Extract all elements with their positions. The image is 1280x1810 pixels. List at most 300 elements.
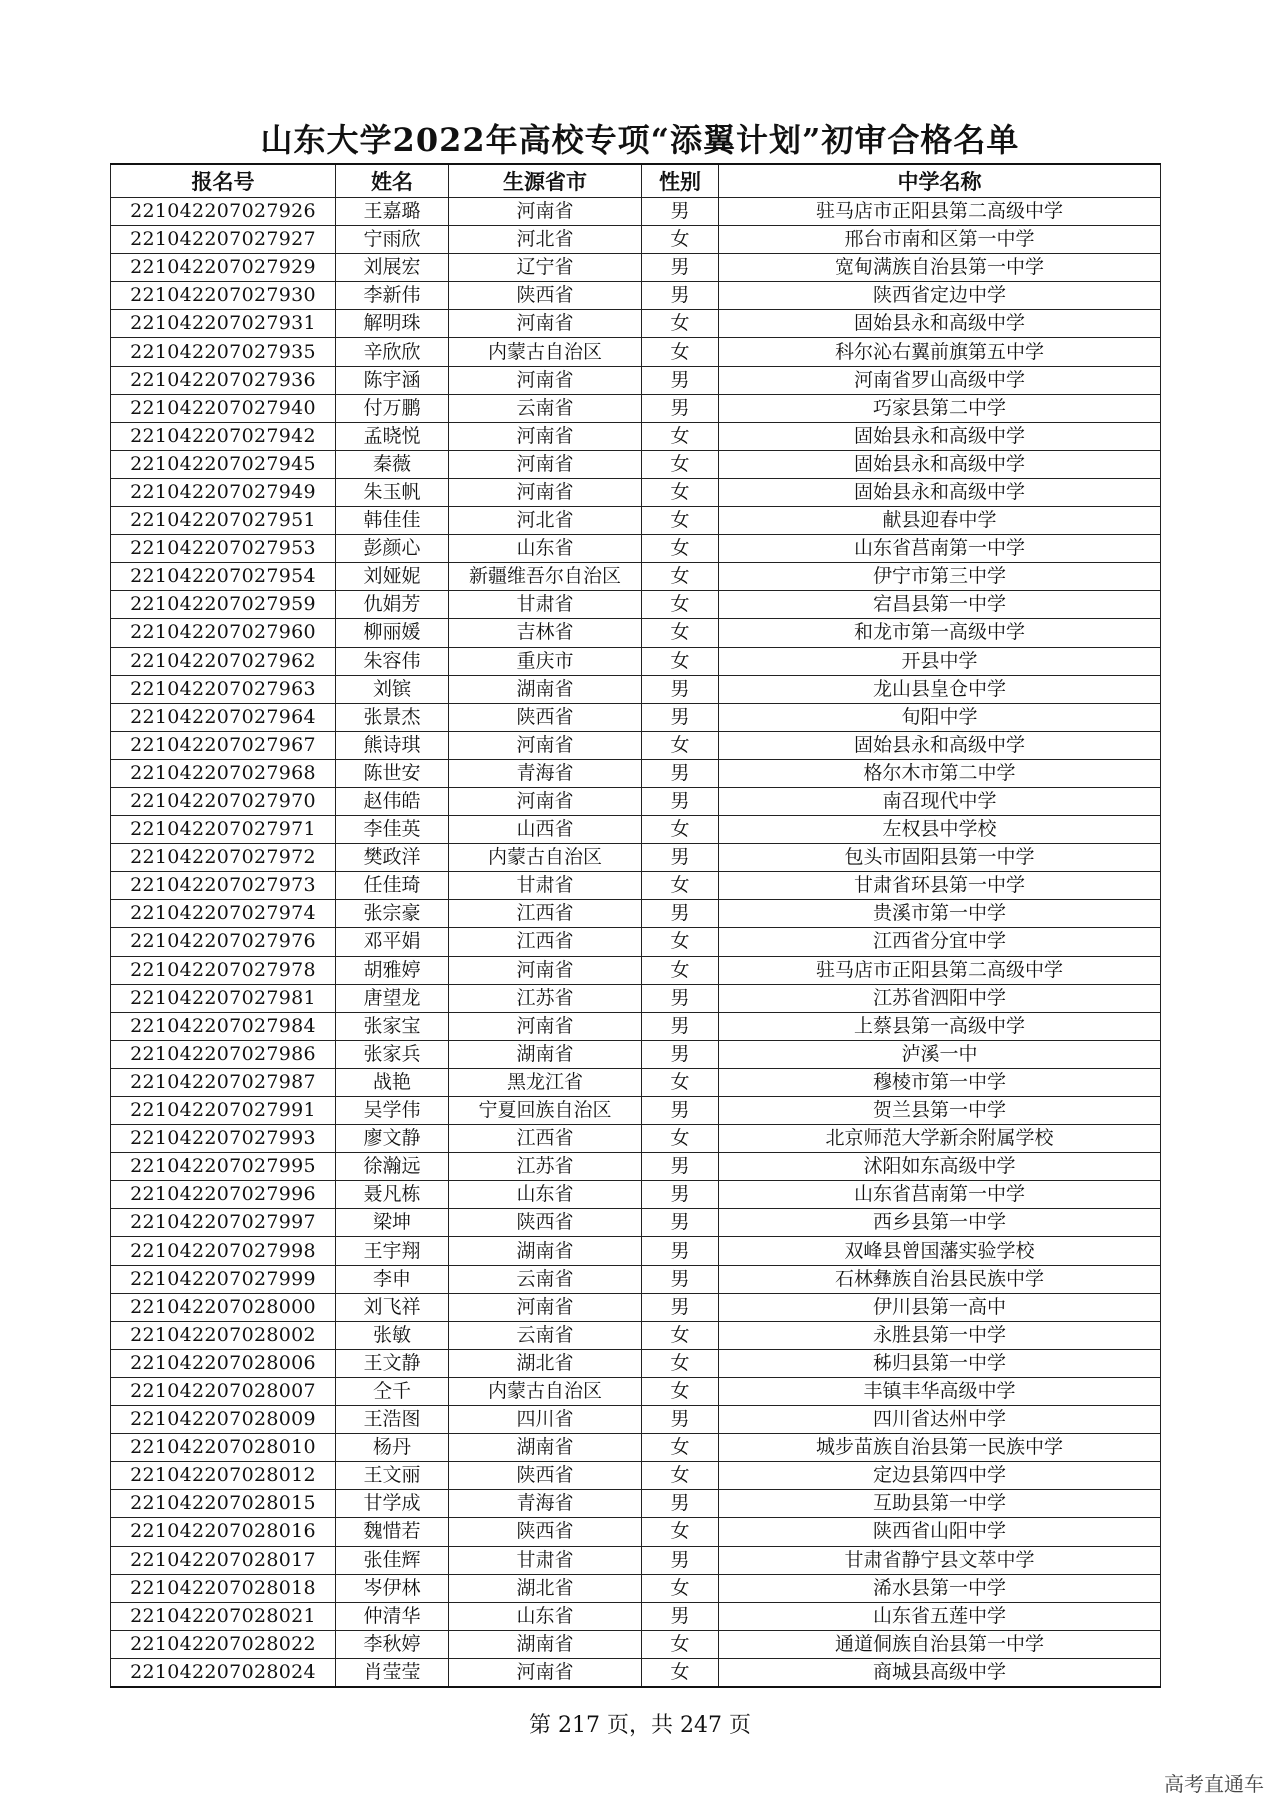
gender-cell: 女 (642, 1349, 719, 1377)
school-cell: 格尔木市第二中学 (719, 759, 1161, 787)
table-row (111, 1658, 1161, 1687)
name-cell: 张敏 (336, 1321, 449, 1349)
name-cell: 秦薇 (336, 450, 449, 478)
table-row (111, 394, 1161, 422)
name-cell: 邓平娟 (336, 928, 449, 956)
school-cell: 河南省罗山高级中学 (719, 366, 1161, 394)
table-row (111, 478, 1161, 506)
candidate-table (110, 163, 1161, 1688)
gender-cell: 女 (642, 647, 719, 675)
school-cell: 沭阳如东高级中学 (719, 1153, 1161, 1181)
gender-cell: 男 (642, 1181, 719, 1209)
header-province: 生源省市 (449, 164, 642, 198)
name-cell: 张家兵 (336, 1040, 449, 1068)
gender-cell: 女 (642, 338, 719, 366)
province-cell: 河南省 (449, 450, 642, 478)
province-cell: 陕西省 (449, 703, 642, 731)
school-cell: 科尔沁右翼前旗第五中学 (719, 338, 1161, 366)
province-cell: 甘肃省 (449, 1546, 642, 1574)
table-row (111, 1012, 1161, 1040)
school-cell: 穆棱市第一中学 (719, 1068, 1161, 1096)
gender-cell: 女 (642, 310, 719, 338)
province-cell: 河南省 (449, 787, 642, 815)
registration-number-cell: 221042207027987 (111, 1068, 336, 1096)
school-cell: 山东省莒南第一中学 (719, 535, 1161, 563)
registration-number-cell: 221042207027986 (111, 1040, 336, 1068)
school-cell: 固始县永和高级中学 (719, 731, 1161, 759)
gender-cell: 男 (642, 1237, 719, 1265)
province-cell: 甘肃省 (449, 591, 642, 619)
school-cell: 江苏省泗阳中学 (719, 984, 1161, 1012)
school-cell: 宽甸满族自治县第一中学 (719, 254, 1161, 282)
registration-number-cell: 221042207027974 (111, 900, 336, 928)
province-cell: 陕西省 (449, 1518, 642, 1546)
table-row (111, 956, 1161, 984)
gender-cell: 女 (642, 619, 719, 647)
name-cell: 仝千 (336, 1377, 449, 1405)
province-cell: 湖南省 (449, 675, 642, 703)
province-cell: 云南省 (449, 1321, 642, 1349)
name-cell: 李新伟 (336, 282, 449, 310)
header-gender: 性别 (642, 164, 719, 198)
name-cell: 陈宇涵 (336, 366, 449, 394)
school-cell: 固始县永和高级中学 (719, 478, 1161, 506)
school-cell: 甘肃省静宁县文萃中学 (719, 1546, 1161, 1574)
school-cell: 江西省分宜中学 (719, 928, 1161, 956)
school-cell: 山东省五莲中学 (719, 1602, 1161, 1630)
gender-cell: 女 (642, 816, 719, 844)
province-cell: 河南省 (449, 731, 642, 759)
registration-number-cell: 221042207027959 (111, 591, 336, 619)
name-cell: 张家宝 (336, 1012, 449, 1040)
registration-number-cell: 221042207027968 (111, 759, 336, 787)
gender-cell: 男 (642, 984, 719, 1012)
school-cell: 陕西省定边中学 (719, 282, 1161, 310)
name-cell: 魏惜若 (336, 1518, 449, 1546)
school-cell: 西乡县第一中学 (719, 1209, 1161, 1237)
registration-number-cell: 221042207028018 (111, 1574, 336, 1602)
gender-cell: 男 (642, 1546, 719, 1574)
gender-cell: 女 (642, 1377, 719, 1405)
registration-number-cell: 221042207027999 (111, 1265, 336, 1293)
province-cell: 山东省 (449, 1181, 642, 1209)
table-row (111, 254, 1161, 282)
name-cell: 王嘉璐 (336, 198, 449, 226)
registration-number-cell: 221042207027962 (111, 647, 336, 675)
registration-number-cell: 221042207027953 (111, 535, 336, 563)
registration-number-cell: 221042207028022 (111, 1630, 336, 1658)
table-row (111, 1321, 1161, 1349)
table-row (111, 816, 1161, 844)
school-cell: 伊宁市第三中学 (719, 563, 1161, 591)
gender-cell: 男 (642, 1153, 719, 1181)
table-row (111, 731, 1161, 759)
school-cell: 驻马店市正阳县第二高级中学 (719, 956, 1161, 984)
province-cell: 青海省 (449, 1490, 642, 1518)
gender-cell: 女 (642, 1068, 719, 1096)
name-cell: 仇娟芳 (336, 591, 449, 619)
gender-cell: 女 (642, 1658, 719, 1687)
registration-number-cell: 221042207028002 (111, 1321, 336, 1349)
gender-cell: 男 (642, 759, 719, 787)
name-cell: 刘飞祥 (336, 1293, 449, 1321)
province-cell: 河南省 (449, 366, 642, 394)
registration-number-cell: 221042207027971 (111, 816, 336, 844)
province-cell: 湖南省 (449, 1040, 642, 1068)
province-cell: 陕西省 (449, 282, 642, 310)
name-cell: 李佳英 (336, 816, 449, 844)
gender-cell: 女 (642, 422, 719, 450)
gender-cell: 女 (642, 1574, 719, 1602)
gender-cell: 女 (642, 450, 719, 478)
registration-number-cell: 221042207028015 (111, 1490, 336, 1518)
table-row (111, 1153, 1161, 1181)
registration-number-cell: 221042207027981 (111, 984, 336, 1012)
province-cell: 河南省 (449, 956, 642, 984)
registration-number-cell: 221042207027970 (111, 787, 336, 815)
registration-number-cell: 221042207027927 (111, 226, 336, 254)
gender-cell: 女 (642, 591, 719, 619)
name-cell: 梁坤 (336, 1209, 449, 1237)
gender-cell: 男 (642, 282, 719, 310)
registration-number-cell: 221042207027993 (111, 1125, 336, 1153)
province-cell: 河北省 (449, 507, 642, 535)
registration-number-cell: 221042207027984 (111, 1012, 336, 1040)
name-cell: 张宗豪 (336, 900, 449, 928)
gender-cell: 男 (642, 1209, 719, 1237)
registration-number-cell: 221042207028006 (111, 1349, 336, 1377)
table-row (111, 450, 1161, 478)
registration-number-cell: 221042207028007 (111, 1377, 336, 1405)
gender-cell: 女 (642, 928, 719, 956)
school-cell: 和龙市第一高级中学 (719, 619, 1161, 647)
province-cell: 河北省 (449, 226, 642, 254)
table-row (111, 1602, 1161, 1630)
table-row (111, 226, 1161, 254)
name-cell: 赵伟皓 (336, 787, 449, 815)
name-cell: 彭颜心 (336, 535, 449, 563)
table-row (111, 675, 1161, 703)
school-cell: 秭归县第一中学 (719, 1349, 1161, 1377)
province-cell: 吉林省 (449, 619, 642, 647)
province-cell: 内蒙古自治区 (449, 844, 642, 872)
table-row (111, 591, 1161, 619)
registration-number-cell: 221042207028021 (111, 1602, 336, 1630)
table-row (111, 1406, 1161, 1434)
gender-cell: 女 (642, 1125, 719, 1153)
table-row (111, 1546, 1161, 1574)
name-cell: 肖莹莹 (336, 1658, 449, 1687)
school-cell: 城步苗族自治县第一民族中学 (719, 1434, 1161, 1462)
province-cell: 内蒙古自治区 (449, 1377, 642, 1405)
name-cell: 唐望龙 (336, 984, 449, 1012)
gender-cell: 男 (642, 366, 719, 394)
name-cell: 柳丽媛 (336, 619, 449, 647)
school-cell: 浠水县第一中学 (719, 1574, 1161, 1602)
school-cell: 商城县高级中学 (719, 1658, 1161, 1687)
school-cell: 北京师范大学新余附属学校 (719, 1125, 1161, 1153)
name-cell: 李秋婷 (336, 1630, 449, 1658)
gender-cell: 男 (642, 1293, 719, 1321)
school-cell: 定边县第四中学 (719, 1462, 1161, 1490)
school-cell: 开县中学 (719, 647, 1161, 675)
province-cell: 青海省 (449, 759, 642, 787)
registration-number-cell: 221042207027978 (111, 956, 336, 984)
table-row (111, 1349, 1161, 1377)
name-cell: 甘学成 (336, 1490, 449, 1518)
table-row (111, 787, 1161, 815)
name-cell: 王文静 (336, 1349, 449, 1377)
registration-number-cell: 221042207027963 (111, 675, 336, 703)
registration-number-cell: 221042207027973 (111, 872, 336, 900)
table-row (111, 619, 1161, 647)
school-cell: 宕昌县第一中学 (719, 591, 1161, 619)
watermark: 高考直通车 (1164, 1772, 1264, 1796)
registration-number-cell: 221042207027936 (111, 366, 336, 394)
table-row (111, 928, 1161, 956)
province-cell: 江苏省 (449, 1153, 642, 1181)
gender-cell: 男 (642, 844, 719, 872)
province-cell: 江西省 (449, 900, 642, 928)
gender-cell: 女 (642, 1518, 719, 1546)
table-row (111, 1181, 1161, 1209)
registration-number-cell: 221042207027960 (111, 619, 336, 647)
table-row (111, 1490, 1161, 1518)
name-cell: 王宇翔 (336, 1237, 449, 1265)
school-cell: 通道侗族自治县第一中学 (719, 1630, 1161, 1658)
gender-cell: 女 (642, 478, 719, 506)
province-cell: 湖南省 (449, 1237, 642, 1265)
school-cell: 邢台市南和区第一中学 (719, 226, 1161, 254)
gender-cell: 男 (642, 198, 719, 226)
gender-cell: 男 (642, 703, 719, 731)
school-cell: 左权县中学校 (719, 816, 1161, 844)
table-row (111, 310, 1161, 338)
province-cell: 湖北省 (449, 1574, 642, 1602)
table-row (111, 1377, 1161, 1405)
table-row (111, 1209, 1161, 1237)
province-cell: 重庆市 (449, 647, 642, 675)
name-cell: 朱玉帆 (336, 478, 449, 506)
name-cell: 刘镔 (336, 675, 449, 703)
name-cell: 熊诗琪 (336, 731, 449, 759)
registration-number-cell: 221042207028012 (111, 1462, 336, 1490)
gender-cell: 男 (642, 1490, 719, 1518)
school-cell: 泸溪一中 (719, 1040, 1161, 1068)
table-row (111, 1040, 1161, 1068)
header-school: 中学名称 (719, 164, 1161, 198)
name-cell: 付万鹏 (336, 394, 449, 422)
province-cell: 江西省 (449, 928, 642, 956)
school-cell: 四川省达州中学 (719, 1406, 1161, 1434)
gender-cell: 女 (642, 1321, 719, 1349)
registration-number-cell: 221042207027951 (111, 507, 336, 535)
gender-cell: 女 (642, 1462, 719, 1490)
name-cell: 李申 (336, 1265, 449, 1293)
school-cell: 包头市固阳县第一中学 (719, 844, 1161, 872)
name-cell: 战艳 (336, 1068, 449, 1096)
name-cell: 王浩图 (336, 1406, 449, 1434)
gender-cell: 女 (642, 226, 719, 254)
name-cell: 张佳辉 (336, 1546, 449, 1574)
school-cell: 巧家县第二中学 (719, 394, 1161, 422)
school-cell: 龙山县皇仓中学 (719, 675, 1161, 703)
table-row (111, 1518, 1161, 1546)
gender-cell: 女 (642, 1434, 719, 1462)
table-row (111, 366, 1161, 394)
school-cell: 山东省莒南第一中学 (719, 1181, 1161, 1209)
gender-cell: 男 (642, 787, 719, 815)
school-cell: 丰镇丰华高级中学 (719, 1377, 1161, 1405)
table-row (111, 1265, 1161, 1293)
table-row (111, 1097, 1161, 1125)
name-cell: 岑伊林 (336, 1574, 449, 1602)
province-cell: 内蒙古自治区 (449, 338, 642, 366)
gender-cell: 男 (642, 1040, 719, 1068)
province-cell: 河南省 (449, 198, 642, 226)
school-cell: 伊川县第一高中 (719, 1293, 1161, 1321)
school-cell: 石林彝族自治县民族中学 (719, 1265, 1161, 1293)
table-row (111, 1630, 1161, 1658)
table-row (111, 1237, 1161, 1265)
name-cell: 胡雅婷 (336, 956, 449, 984)
name-cell: 樊政洋 (336, 844, 449, 872)
school-cell: 驻马店市正阳县第二高级中学 (719, 198, 1161, 226)
registration-number-cell: 221042207028009 (111, 1406, 336, 1434)
name-cell: 孟晓悦 (336, 422, 449, 450)
registration-number-cell: 221042207028024 (111, 1658, 336, 1687)
registration-number-cell: 221042207027954 (111, 563, 336, 591)
registration-number-cell: 221042207027995 (111, 1153, 336, 1181)
registration-number-cell: 221042207028010 (111, 1434, 336, 1462)
registration-number-cell: 221042207027930 (111, 282, 336, 310)
registration-number-cell: 221042207027942 (111, 422, 336, 450)
gender-cell: 女 (642, 956, 719, 984)
school-cell: 贵溪市第一中学 (719, 900, 1161, 928)
school-cell: 互助县第一中学 (719, 1490, 1161, 1518)
gender-cell: 男 (642, 1097, 719, 1125)
registration-number-cell: 221042207027945 (111, 450, 336, 478)
table-row (111, 984, 1161, 1012)
gender-cell: 女 (642, 872, 719, 900)
province-cell: 云南省 (449, 1265, 642, 1293)
table-row (111, 900, 1161, 928)
registration-number-cell: 221042207027967 (111, 731, 336, 759)
province-cell: 陕西省 (449, 1462, 642, 1490)
name-cell: 任佳琦 (336, 872, 449, 900)
registration-number-cell: 221042207027964 (111, 703, 336, 731)
gender-cell: 女 (642, 731, 719, 759)
registration-number-cell: 221042207027996 (111, 1181, 336, 1209)
province-cell: 云南省 (449, 394, 642, 422)
header-name: 姓名 (336, 164, 449, 198)
gender-cell: 男 (642, 1012, 719, 1040)
school-cell: 南召现代中学 (719, 787, 1161, 815)
registration-number-cell: 221042207027949 (111, 478, 336, 506)
page-number: 第 217 页，共 247 页 (529, 1713, 751, 1738)
table-row (111, 1574, 1161, 1602)
table-row (111, 282, 1161, 310)
table-row (111, 1434, 1161, 1462)
name-cell: 张景杰 (336, 703, 449, 731)
province-cell: 山东省 (449, 535, 642, 563)
school-cell: 陕西省山阳中学 (719, 1518, 1161, 1546)
name-cell: 刘娅妮 (336, 563, 449, 591)
name-cell: 韩佳佳 (336, 507, 449, 535)
table-row (111, 563, 1161, 591)
school-cell: 献县迎春中学 (719, 507, 1161, 535)
registration-number-cell: 221042207027997 (111, 1209, 336, 1237)
table-row (111, 535, 1161, 563)
table-row (111, 1293, 1161, 1321)
school-cell: 上蔡县第一高级中学 (719, 1012, 1161, 1040)
table-row (111, 198, 1161, 226)
province-cell: 黑龙江省 (449, 1068, 642, 1096)
table-row (111, 703, 1161, 731)
province-cell: 江苏省 (449, 984, 642, 1012)
table-row (111, 1125, 1161, 1153)
province-cell: 湖南省 (449, 1434, 642, 1462)
registration-number-cell: 221042207028016 (111, 1518, 336, 1546)
registration-number-cell: 221042207027998 (111, 1237, 336, 1265)
table-row (111, 844, 1161, 872)
table-body (111, 198, 1161, 1687)
gender-cell: 男 (642, 900, 719, 928)
province-cell: 宁夏回族自治区 (449, 1097, 642, 1125)
table-row (111, 507, 1161, 535)
province-cell: 河南省 (449, 1658, 642, 1687)
gender-cell: 男 (642, 254, 719, 282)
gender-cell: 男 (642, 1602, 719, 1630)
name-cell: 宁雨欣 (336, 226, 449, 254)
province-cell: 甘肃省 (449, 872, 642, 900)
table-header-row (111, 164, 1161, 198)
province-cell: 陕西省 (449, 1209, 642, 1237)
registration-number-cell: 221042207027926 (111, 198, 336, 226)
province-cell: 河南省 (449, 1012, 642, 1040)
name-cell: 吴学伟 (336, 1097, 449, 1125)
province-cell: 山西省 (449, 816, 642, 844)
name-cell: 解明珠 (336, 310, 449, 338)
registration-number-cell: 221042207028000 (111, 1293, 336, 1321)
school-cell: 固始县永和高级中学 (719, 310, 1161, 338)
province-cell: 辽宁省 (449, 254, 642, 282)
table-row (111, 872, 1161, 900)
province-cell: 湖北省 (449, 1349, 642, 1377)
name-cell: 聂凡栋 (336, 1181, 449, 1209)
table-row (111, 647, 1161, 675)
school-cell: 固始县永和高级中学 (719, 450, 1161, 478)
registration-number-cell: 221042207027976 (111, 928, 336, 956)
name-cell: 陈世安 (336, 759, 449, 787)
school-cell: 永胜县第一中学 (719, 1321, 1161, 1349)
gender-cell: 男 (642, 1406, 719, 1434)
province-cell: 河南省 (449, 422, 642, 450)
gender-cell: 女 (642, 535, 719, 563)
school-cell: 双峰县曾国藩实验学校 (719, 1237, 1161, 1265)
school-cell: 贺兰县第一中学 (719, 1097, 1161, 1125)
province-cell: 四川省 (449, 1406, 642, 1434)
registration-number-cell: 221042207027929 (111, 254, 336, 282)
name-cell: 王文丽 (336, 1462, 449, 1490)
registration-number-cell: 221042207027972 (111, 844, 336, 872)
gender-cell: 男 (642, 394, 719, 422)
registration-number-cell: 221042207027931 (111, 310, 336, 338)
name-cell: 刘展宏 (336, 254, 449, 282)
gender-cell: 女 (642, 507, 719, 535)
school-cell: 旬阳中学 (719, 703, 1161, 731)
name-cell: 廖文静 (336, 1125, 449, 1153)
